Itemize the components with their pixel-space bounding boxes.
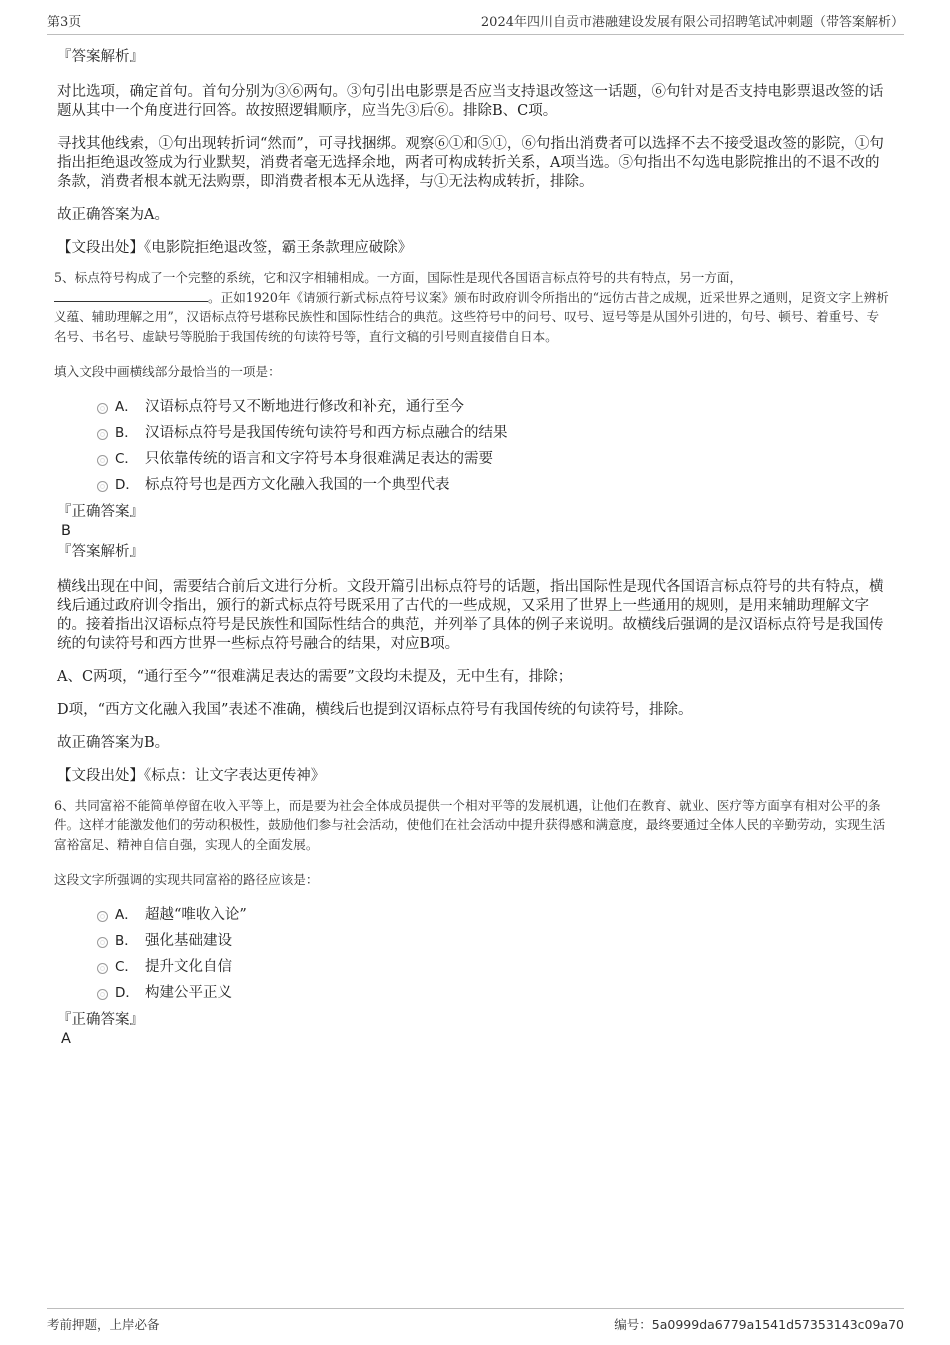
option-text: 汉语标点符号是我国传统句读符号和西方标点融合的结果 [145, 424, 508, 441]
option-letter: C． [115, 450, 138, 467]
option-letter: A． [115, 398, 138, 415]
q6-option-a[interactable] [57, 902, 889, 928]
q6-answer: A [61, 1030, 71, 1047]
q6-options [57, 902, 889, 1006]
radio-icon[interactable] [97, 963, 108, 974]
q4-analysis-paragraph: 寻找其他线索，①句出现转折词“然而”，可寻找捆绑。观察⑥①和⑤①，⑥句指出消费者可以选择不去不接受退改签的影院，①句指出拒绝退改签成为行业默契，消费者毫无选择余地，两者可构成转折关系，A项当选。⑤句指出不勾选电影院推出的不退不改的条款，消费者根本就无法购票，即消费者根本无从选择，与①无法构成转折，排除。 [57, 136, 884, 190]
radio-icon[interactable] [97, 481, 108, 492]
q5-option-a[interactable] [57, 394, 889, 420]
serial-number: 5a0999da6779a1541d57353143c09a70 [651, 1317, 904, 1332]
q5-option-c[interactable] [57, 446, 889, 472]
q5-options [57, 394, 889, 498]
option-text: 超越“唯收入论” [145, 906, 247, 923]
q4-analysis-label: 『答案解析』 [57, 49, 144, 65]
document-serial [614, 1315, 904, 1333]
document-title: 2024年四川自贡市港融建设发展有限公司招聘笔试冲刺题（带答案解析） [480, 15, 904, 30]
q4-analysis-paragraph: 对比选项，确定首句。首句分别为③⑥两句。③句引出电影票是否应当支持退改签这一话题，⑥句针对是否支持电影票退改签的话题从其中一个角度进行回答。故按照逻辑顺序，应当先③后⑥。排除B、C项。 [57, 84, 884, 119]
option-letter: A． [115, 906, 138, 923]
fill-in-blank [54, 289, 208, 302]
option-text: 构建公平正义 [145, 984, 232, 1001]
q5-stem [54, 268, 889, 346]
option-letter: B． [115, 424, 138, 441]
radio-icon[interactable] [97, 429, 108, 440]
page-header [47, 10, 904, 35]
q4-conclusion: 故正确答案为A。 [57, 207, 169, 223]
q5-answer: B [61, 522, 71, 539]
q5-conclusion: 故正确答案为B。 [57, 734, 170, 751]
q5-analysis-paragraph: D项，“西方文化融入我国”表述不准确，横线后也提到汉语标点符号有我国传统的句读符号，排除。 [57, 701, 693, 718]
q5-analysis-label: 『答案解析』 [57, 543, 144, 560]
q5-option-d[interactable] [57, 472, 889, 498]
option-text: 标点符号也是西方文化融入我国的一个典型代表 [145, 476, 450, 493]
option-letter: D． [115, 476, 139, 493]
q6-stem: 6、共同富裕不能简单停留在收入平等上，而是要为社会全体成员提供一个相对平等的发展机遇，让他们在教育、就业、医疗等方面享有相对公平的条件。这样才能激发他们的劳动积极性，鼓励他们参与社会活动，使他们在社会活动中提升获得感和满意度，最终要通过全体人民的辛勤劳动，实现生活富裕富足、精神自信自强，实现人的全面发展。 [54, 797, 886, 852]
option-letter: B． [115, 932, 138, 949]
q6-option-c[interactable] [57, 954, 889, 980]
q6-answer-label: 『正确答案』 [57, 1011, 144, 1028]
page-footer [47, 1308, 904, 1339]
option-letter: C． [115, 958, 138, 975]
radio-icon[interactable] [97, 455, 108, 466]
option-text: 强化基础建设 [145, 932, 232, 949]
option-text: 汉语标点符号又不断地进行修改和补充，通行至今 [145, 398, 464, 415]
page-number: 第3页 [47, 15, 82, 30]
q5-source: 【文段出处】《标点：让文字表达更传神》 [57, 767, 326, 784]
q5-analysis-paragraph: A、C两项，“通行至今”“很难满足表达的需要”文段均未提及，无中生有，排除； [57, 668, 573, 685]
option-text: 提升文化自信 [145, 958, 232, 975]
q4-source: 【文段出处】《电影院拒绝退改签，霸王条款理应破除》 [57, 240, 413, 256]
q6-prompt: 这段文字所强调的实现共同富裕的路径应该是： [54, 872, 319, 887]
radio-icon[interactable] [97, 403, 108, 414]
option-text: 只依靠传统的语言和文字符号本身很难满足表达的需要 [145, 450, 493, 467]
radio-icon[interactable] [97, 937, 108, 948]
q5-stem-part-b: 。正如1920年《请颁行新式标点符号议案》颁布时政府训令所指出的“远仿古昔之成规，近采世界之通则，足资文字上辨析义蕴、辅助理解之用”，汉语标点符号堪称民族性和国际性结合的典范。这些符号中的问号、叹号、逗号等是从国外引进的，句号、顿号、着重号、专名号、书名号、虚缺号等脱胎于我国传统的句读符号等，直行文稿的引号则直接借自日本。 [54, 289, 889, 344]
radio-icon[interactable] [97, 911, 108, 922]
option-letter: D． [115, 984, 139, 1001]
q6-option-d[interactable] [57, 980, 889, 1006]
serial-label: 编号： [614, 1317, 652, 1332]
page-content [54, 44, 889, 1049]
footer-slogan: 考前押题，上岸必备 [47, 1317, 160, 1332]
q5-option-b[interactable] [57, 420, 889, 446]
q5-prompt: 填入文段中画横线部分最恰当的一项是： [54, 364, 281, 379]
q5-answer-label: 『正确答案』 [57, 503, 144, 520]
q5-stem-part-a: 5、标点符号构成了一个完整的系统，它和汉字相辅相成。一方面，国际性是现代各国语言标点符号的共有特点，另一方面， [54, 270, 743, 285]
radio-icon[interactable] [97, 989, 108, 1000]
q5-analysis-paragraph: 横线出现在中间，需要结合前后文进行分析。文段开篇引出标点符号的话题，指出国际性是现代各国语言标点符号的共有特点，横线后通过政府训令指出，颁行的新式标点符号既采用了古代的一些成规，又采用了世界上一些通用的规则，是用来辅助理解文字的。接着指出汉语标点符号是民族性和国际性结合的典范，并列举了具体的例子来说明。故横线后强调的是汉语标点符号是我国传统的句读符号和西方世界一些标点符号融合的结果，对应B项。 [57, 578, 884, 652]
q6-option-b[interactable] [57, 928, 889, 954]
